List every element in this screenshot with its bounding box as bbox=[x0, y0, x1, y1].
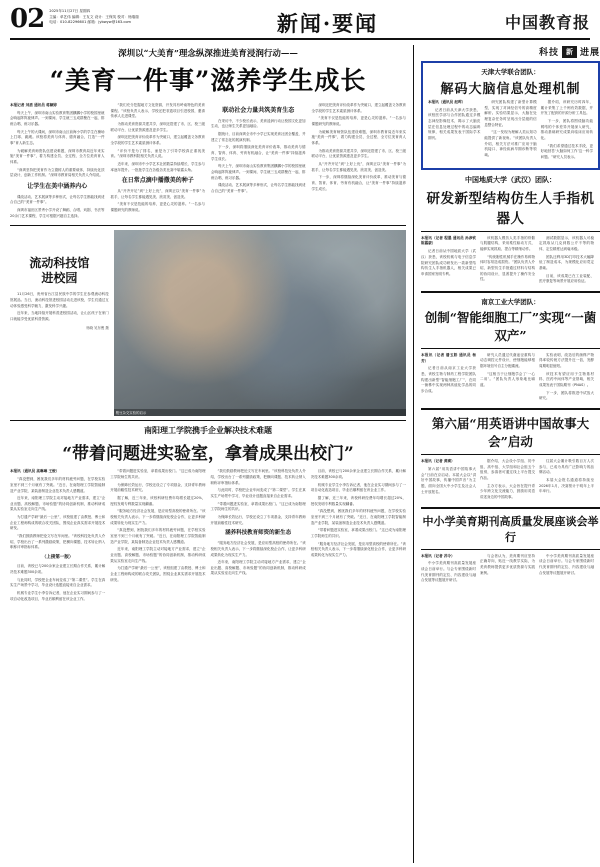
right-story-1-col-1 bbox=[428, 100, 480, 163]
paragraph: 中小学美育期刊高质量发展座谈会日前举行。与会专家围绕新时代美育期刊的定位、内容建设与融合发展等议题展开研讨。 bbox=[421, 561, 476, 583]
paragraph: 课改活动、艺术展演等多种形式，让每名学生都能找到适合自己的“美育一件事”。 bbox=[10, 194, 105, 205]
paragraph: “这一发现为理解人类认知功能提供了新视角。”该团队负责人介绍，相关方法可推广应用于脑机接口、神经疾病早期诊断等领域。 bbox=[484, 130, 537, 157]
paragraph: “我们鼓励教师把论文写在车间里。”该校科技处负责人介绍，学校出台了一系列激励政策，把横向课题、技术转让纳入职称评审指标体系。 bbox=[210, 469, 306, 485]
story-bottom-col-3 bbox=[211, 469, 306, 604]
story-main-subhead-1: 让学生在美中涵养内心 bbox=[27, 183, 88, 191]
story-main-col-3 bbox=[211, 103, 306, 221]
paragraph: 深圳还把美育评价改革作为突破口，建立起覆盖义务教育全学段的学生艺术素质测评体系。 bbox=[110, 135, 205, 145]
masthead-contact: 电话：010-82296601 邮箱：jybwyw@163.com bbox=[49, 20, 132, 25]
paragraph: 据介绍，大会设小学组、初中组、高中组、大学组和社会组五个组别，参赛者可通过线上平台提交作品。 bbox=[480, 459, 535, 481]
paragraph: 为推动美育资源共建共享，深圳还搭建了市、区、校三级联动平台，让优质资源惠及更多学生。 bbox=[311, 148, 406, 159]
paragraph: 往届大会累计吸引数百万人次参与，已成为具有广泛影响力的品牌活动。 bbox=[539, 459, 594, 475]
story-main-subhead-3: 在日常点滴中播撒美的种子 bbox=[121, 177, 194, 185]
feature-title-line2: 进校园 bbox=[41, 271, 78, 286]
feature-text bbox=[10, 230, 114, 416]
paper-name: 中国教育报 bbox=[504, 13, 590, 32]
tech-banner-badge: 新 bbox=[562, 46, 577, 58]
divider bbox=[421, 231, 600, 232]
story-bottom-col-2 bbox=[110, 469, 205, 604]
paragraph: “我们希望通过技术手段，更好地回答‘大脑如何工作’这一科学问题。”研究人员表示。 bbox=[540, 143, 593, 159]
story-bottom bbox=[10, 425, 406, 604]
masthead bbox=[10, 6, 590, 40]
right-story-3-headline: 创制“智能细胞工厂”实现“一菌双产” bbox=[424, 309, 597, 343]
page-number: 02 bbox=[10, 4, 45, 34]
paragraph: “真没想到，困扰我们多年的材料疲劳问题，在学校实验室里不到三个月就有了突破。”近日，在南阳理工学院智能制造产业学院，某装备制造企业技术负责人感慨道。 bbox=[110, 528, 206, 544]
paragraph: 记者日前从南京工业大学获悉，该校生物与制药工程学院团队构建出新型“智能细胞工厂”，在同一菌株中实现两种高值化学品的同步合成。 bbox=[421, 366, 476, 394]
divider bbox=[10, 420, 406, 421]
masthead-left bbox=[10, 6, 225, 32]
divider bbox=[421, 454, 600, 455]
paragraph: “我们鼓励教师把论文写在车间里。”该校科技处负责人介绍，学校出台了一系列激励政策，把横向课题、技术转让纳入职称评审指标体系。 bbox=[10, 534, 106, 550]
right-story-5-headline: 中小学美育期刊高质量发展座谈会举行 bbox=[422, 514, 599, 544]
paragraph: 目前，该校已与200余家企业建立长期合作关系，累计解决技术难题300余项。 bbox=[310, 469, 406, 480]
paragraph: 目前，该校已与200余家企业建立长期合作关系，累计解决技术难题300余项。 bbox=[10, 564, 106, 574]
right-story-1-headline: 解码大脑信息处理机制 bbox=[440, 82, 581, 97]
right-story-5 bbox=[421, 513, 600, 586]
paragraph: 近年来，南阳理工学院主动对接地方产业需求，建立“企业出题、高校解题、市场验题”的协同创新机制，推动科研成果从实验室走向生产线。 bbox=[10, 496, 106, 512]
paragraph: 近年来，当地持续开展科普进校园活动，让山区孩子在家门口就能享受优质科普资源。 bbox=[10, 311, 109, 321]
story-main-byline: 本报记者 刘盾 通讯员 蒋颖婷 bbox=[10, 103, 57, 107]
right-story-3-columns bbox=[421, 353, 600, 404]
paragraph: 据了解，近三年来，该校科研经费年均增长超过20%，授权发明专利数量实现翻番。 bbox=[310, 496, 406, 506]
story-main-col-1 bbox=[10, 103, 105, 221]
right-story-5-col-1 bbox=[421, 554, 476, 586]
right-story-4-columns bbox=[421, 459, 600, 503]
page-content bbox=[10, 45, 600, 863]
paragraph: 每天上午，深圳市南山实验教育集团麒麟小学的校园里就会响起阵阵旋律声。一到课间，学生就三五成群聚在一起，排练合唱、练习乐器。 bbox=[211, 164, 306, 180]
paragraph: 第六届“用英语讲中国故事大会”日前在京启动。本届大会以“讲好中国故事，传播中国声音”为主题，面向全国大中小学生及社会人士开放报名。 bbox=[421, 466, 476, 494]
story-main-subhead-2: 联动社会力量共筑美育生态 bbox=[222, 107, 295, 114]
divider bbox=[421, 408, 600, 410]
right-story-3-col-1 bbox=[421, 353, 476, 404]
story-main-col-4 bbox=[312, 103, 407, 221]
paragraph: 11月26日，贵州省台江县民族中学的学生在参观流动科技馆展品。当日，流动科技馆进校园活动走进该校，学生们通过互动体验感受科学魅力，激发科学兴趣。 bbox=[10, 292, 109, 308]
paragraph: 深圳市福田区景秀小学开设了舞蹈、合唱、戏剧、书法等20余门艺术课程，学生可根据兴趣自主选择。 bbox=[10, 208, 105, 218]
right-story-2-team: 中国地质大学（武汉）团队： bbox=[465, 174, 556, 184]
paragraph: 本届大会报名通道将持续至2026年1月，决赛预计于明年上半年举行。 bbox=[539, 478, 594, 494]
paragraph: 机械专业学生小李告诉记者，他在企业实习期间参与了一项自动化改造项目，毕业后顺利留在该企业工作。 bbox=[10, 590, 106, 601]
story-bottom-columns bbox=[10, 469, 406, 604]
paragraph: 为破解美育师资队伍建设难题，深圳市教育局近年来实施“美育一件事”，着力构建全员、全过程、全方位美育育人体系。 bbox=[10, 148, 105, 165]
tech-section-banner bbox=[421, 45, 600, 58]
paragraph: 与此同时，学校把企业车间变成了“第二课堂”。学生在真实生产场景中学习，毕业设计选题直接来自企业需求。 bbox=[10, 577, 106, 588]
right-story-1 bbox=[421, 61, 600, 170]
right-story-4 bbox=[421, 414, 600, 503]
right-story-3-team: 南京工业大学团队： bbox=[481, 297, 540, 306]
paragraph: 在采访中，不少校长表示，美育浸润行动让校园文化更加生动，也让师生关系更加融洽。 bbox=[211, 118, 306, 129]
feature-title-line1: 流动科技馆 bbox=[29, 256, 90, 271]
paragraph: 与会者认为，美育期刊应坚持正确导向，贴近一线教学实际，为美育教师提供更多优质资源与实践案例。 bbox=[480, 553, 535, 575]
story-bottom-kicker: 南阳理工学院携手企业解决技术难题 bbox=[144, 425, 272, 436]
paragraph: 目前，该成果已在工业装配、医疗康复等场景开展应用验证。 bbox=[539, 273, 594, 284]
story-main-columns bbox=[10, 103, 406, 221]
left-zone bbox=[10, 45, 414, 863]
paragraph: 下一步，团队将围绕脑功能网络的个体差异开展深入研究，推动基础研究成果向临床应用转化。 bbox=[540, 118, 593, 140]
paragraph: 研究人员通过代谢途径重构与动态调控元件设计，使细胞能够根据环境信号自主分配碳流。 bbox=[480, 352, 535, 369]
right-story-5-col-3 bbox=[539, 554, 594, 586]
paragraph: “这相当于让细胞学会了‘一心二用’。”团队负责人形象地比喻道。 bbox=[480, 371, 535, 388]
paragraph: “真没想到，困扰我们多年的材料疲劳问题，在学校实验室里不到三个月就有了突破。”近日，在南阳理工学院智能制造产业学院，某装备制造企业技术负责人感慨道。 bbox=[10, 477, 106, 493]
paragraph: 为保障长效运行，学校还设立了专项基金，支持青年教师开展前瞻性技术研究。 bbox=[210, 514, 306, 525]
story-main-col-2 bbox=[111, 103, 206, 221]
paragraph: “评价不是为了排名，而是为了引导学校真正重视美育。”深圳市教科院相关负责人说。 bbox=[110, 148, 205, 159]
story-main bbox=[10, 47, 406, 221]
paragraph: 主办方表示，大会旨在提升青少年跨文化交流能力，鼓励用英语讲述身边的中国故事。 bbox=[480, 483, 535, 499]
feature-credit: 杨晓 吴东俊 摄 bbox=[86, 326, 109, 331]
story-bottom-col-1 bbox=[10, 469, 105, 604]
right-story-1-col-2 bbox=[484, 100, 536, 163]
paragraph: “带着问题进实验室，拿着成果出校门。”这已成为南阳理工学院师生的共识。 bbox=[210, 501, 306, 512]
right-story-3 bbox=[421, 297, 600, 404]
right-story-5-col-2 bbox=[480, 554, 535, 586]
paragraph: “服务地方经济社会发展，是应用型高校的使命所在。”该校相关负责人表示，下一步将继续深化校企合作，让更多科研成果转化为现实生产力。 bbox=[110, 509, 206, 525]
divider bbox=[421, 549, 600, 550]
right-story-1-byline: 本报讯（通讯员 赵晖） bbox=[428, 100, 466, 104]
paragraph: 该技术有望应用于生物基材料、医药中间体等产业领域，相关成果发表于国际期刊《PNAS》。 bbox=[539, 371, 594, 388]
paragraph: “深圳坚持把美育作为立德树人的重要载体，持续优化顶层设计，创新工作机制。”深圳市教育局相关负责人介绍说。 bbox=[10, 167, 105, 178]
right-story-1-columns bbox=[428, 100, 593, 163]
paragraph: “真没想到，困扰我们多年的材料疲劳问题，在学校实验室里不到三个月就有了突破。”近日，在南阳理工学院智能制造产业学院，某装备制造企业技术负责人感慨道。 bbox=[310, 509, 406, 525]
right-story-5-byline: 本报讯（记者 苏令） bbox=[421, 553, 455, 558]
right-story-4-col-2 bbox=[480, 459, 535, 503]
paragraph: 深圳还把美育评价改革作为突破口，建立起覆盖义务教育全学段的学生艺术素质测评体系。 bbox=[311, 103, 406, 113]
paragraph: 近年来，南阳理工学院主动对接地方产业需求，建立“企业出题、高校解题、市场验题”的协同创新机制，推动科研成果从实验室走向生产线。 bbox=[110, 547, 206, 563]
paragraph: 测试数据显示，该机器人可稳定抓取从几克到数公斤不等的物体，定位精度达到毫米级。 bbox=[539, 235, 594, 251]
paragraph: 为保障长效运行，学校还设立了专项基金，支持青年教师开展前瞻性技术研究。 bbox=[110, 482, 206, 493]
feature-title bbox=[10, 256, 109, 286]
paragraph: “服务地方经济社会发展，是应用型高校的使命所在。”该校相关负责人表示，下一步将继续深化校企合作，让更多科研成果转化为现实生产力。 bbox=[310, 541, 406, 557]
masthead-credits: 主编：单艺伟 编辑：王友文 设计：王保英 校对：杨瑞瑞 bbox=[49, 14, 139, 19]
paragraph: 近年来，深圳市中小学艺术社团数量持续增长，学生参与率逐年提升。一批批学生在各级各类比赛中崭露头角。 bbox=[110, 161, 205, 172]
right-story-3-byline: 本报讯（记者 潘玉娇 通讯员 杨芳） bbox=[421, 352, 476, 363]
paragraph: 研究团队构建了新型计算模型，实现了对神经信号的高精度解析。实验结果显示，大脑在处理复杂任务时呈现出分层级的信息整合特征。 bbox=[484, 100, 537, 127]
paragraph: 为打通产学研“最后一公里”，该校组建了由教授、博士和企业工程师构成的联合攻关团队，围绕企业真实需求开展技术研发。 bbox=[110, 566, 206, 582]
story-bottom-headline: “带着问题进实验室，拿着成果出校门” bbox=[62, 444, 354, 465]
feature-body bbox=[10, 292, 109, 322]
paragraph: 据了解，近三年来，该校科研经费年均增长超过20%，授权发明专利数量实现翻番。 bbox=[110, 496, 206, 506]
paragraph: 记者日前从中国地质大学（武汉）获悉，该校机械与电子信息学院研究团队成功研发出一款新型结构仿生人手指机器人，相关成果已申请国家发明专利。 bbox=[421, 249, 476, 276]
paragraph: 从“开齐开足”到“上好上优”，深圳正以“美育一件事”为抓手，让每名学生都能遇见美、欣赏美、创造美。 bbox=[311, 161, 406, 172]
right-story-2 bbox=[421, 175, 600, 287]
right-story-2-columns bbox=[421, 236, 600, 287]
section-title: 新闻·要闻 bbox=[276, 11, 379, 36]
right-story-1-col-3 bbox=[541, 100, 593, 163]
right-story-3-col-2 bbox=[480, 353, 535, 404]
paragraph: “美育不仅是技能的培养，更是心灵的滋养。”一名参与课题研究的教师说。 bbox=[110, 202, 205, 212]
tech-banner-right: 进展 bbox=[579, 48, 600, 58]
paragraph: “传统刚性机械手在操作易碎物体时容易造成损伤。”团队负责人介绍，新型仿生手指通过材料与结构的协同设计，显著提升了操作安全性。 bbox=[480, 254, 535, 282]
right-story-4-byline: 本报讯（记者 黄璜） bbox=[421, 459, 455, 464]
paragraph: 近年来，南阳理工学院主动对接地方产业需求，建立“企业出题、高校解题、市场验题”的协同创新机制，推动科研成果从实验室走向生产线。 bbox=[210, 560, 306, 576]
right-story-2-col-1 bbox=[421, 236, 476, 287]
paragraph: 记者日前从天津大学获悉，该校医学部与合作团队通过多模态神经影像技术，揭示了大脑皮层在信息处理过程中的动态编码规律，相关成果发表于国际学术期刊。 bbox=[428, 107, 481, 141]
right-story-1-team: 天津大学联合团队： bbox=[481, 68, 540, 76]
story-bottom-note: （上接第一版） bbox=[41, 555, 74, 561]
masthead-meta bbox=[49, 6, 139, 26]
paragraph: 为打通产学研“最后一公里”，该校组建了由教授、博士和企业工程师构成的联合攻关团队，围绕企业真实需求开展技术研发。 bbox=[10, 515, 106, 531]
feature-story bbox=[10, 230, 406, 416]
right-story-4-col-1 bbox=[421, 459, 476, 503]
paragraph: 与此同时，学校把企业车间变成了“第二课堂”。学生在真实生产场景中学习，毕业设计选题直接来自企业需求。 bbox=[210, 488, 306, 498]
paragraph: “美育不仅是技能的培养，更是心灵的滋养。”一名参与课题研究的教师说。 bbox=[311, 116, 406, 126]
right-story-2-byline: 本报讯（记者 程墨 通讯员 孙彦钦 陈露蒙） bbox=[421, 235, 476, 246]
story-bottom-byline: 本报讯（通讯员 高琳琳 王俊） bbox=[10, 469, 60, 474]
right-zone bbox=[414, 45, 600, 863]
divider bbox=[421, 291, 600, 293]
paragraph: 下一步，深圳将继续深化美育评价改革，推动美育与德育、智育、体育、劳育有机融合，让“美育一件事”持续滋养学生成长。 bbox=[311, 175, 406, 191]
paragraph: 据介绍，该研究历时四年，累计采集了上千例有效数据，并开发了配套的开源分析工具包。 bbox=[540, 100, 593, 116]
paragraph: 下一步，深圳将继续深化美育评价改革，推动美育与德育、智育、体育、劳育有机融合，让“美育一件事”持续滋养学生成长。 bbox=[211, 145, 306, 161]
paragraph: 下一步，团队将推进中试放大研究。 bbox=[539, 390, 594, 401]
paragraph: 该机器人模仿人类手指的骨骼与肌腱结构，采用柔性驱动方式，能够实现抓取、捏合等精细动作。 bbox=[480, 235, 535, 251]
right-story-4-headline: 第六届“用英语讲中国故事大会”启动 bbox=[431, 416, 590, 450]
paragraph: “带着问题进实验室，拿着成果出校门。”这已成为南阳理工学院师生的共识。 bbox=[110, 469, 206, 480]
right-story-4-col-3 bbox=[539, 459, 594, 503]
feature-photo bbox=[114, 230, 406, 416]
paragraph: “带着问题进实验室，拿着成果出校门。”这已成为南阳理工学院师生的共识。 bbox=[310, 528, 406, 538]
story-bottom-subhead: 涵养科技教育师资的新生态 bbox=[225, 530, 292, 537]
paragraph: 中小学美育期刊高质量发展座谈会日前举行。与会专家围绕新时代美育期刊的定位、内容建设与融合发展等议题展开研讨。 bbox=[539, 553, 594, 575]
paragraph: 课改活动、艺术展演等多种形式，让每名学生都能找到适合自己的“美育一件事”。 bbox=[211, 183, 306, 193]
divider bbox=[421, 507, 600, 509]
paragraph: 为破解美育师资队伍建设难题，深圳市教育局近年来实施“美育一件事”，着力构建全员、全过程、全方位美育育人体系。 bbox=[311, 129, 406, 145]
right-story-2-col-2 bbox=[480, 236, 535, 287]
story-main-headline: “美育一件事”滋养学生成长 bbox=[49, 66, 367, 95]
paragraph: 每天上午的大课间，深圳市南山区前海小学的学生在操场上打球、跳绳。该校将美育与体育、德育融合，打造“一件事”育人新生态。 bbox=[10, 129, 105, 146]
paragraph: 从“开齐开足”到“上好上优”，深圳正以“美育一件事”为抓手，让每名学生都能遇见美、欣赏美、创造美。 bbox=[110, 188, 205, 199]
feature-photo-caption: 骏豆杂交实验的启示 bbox=[114, 409, 406, 416]
masthead-date: 2025年11月27日 星期四 bbox=[49, 9, 91, 13]
paragraph: 实验表明，改造后的菌株产物得率较传统方法提升近一倍，发酵周期明显缩短。 bbox=[539, 352, 594, 369]
right-story-2-col-3 bbox=[539, 236, 594, 287]
right-story-3-col-3 bbox=[539, 353, 594, 404]
paragraph: 为推动美育资源共建共享，深圳还搭建了市、区、校三级联动平台，让优质资源惠及更多学生。 bbox=[110, 121, 205, 132]
story-bottom-col-4 bbox=[311, 469, 406, 604]
divider bbox=[421, 348, 600, 349]
right-story-2-headline: 研发新型结构仿生人手指机器人 bbox=[426, 190, 595, 227]
paragraph: 每天上午，深圳市南山实验教育集团麒麟小学的校园里就会响起阵阵旋律声。一到课间，学生就三五成群聚在一起，排练合唱、练习乐器。 bbox=[10, 110, 105, 127]
paragraph: “服务地方经济社会发展，是应用型高校的使命所在。”该校相关负责人表示，下一步将继续深化校企合作，让更多科研成果转化为现实生产力。 bbox=[210, 541, 306, 557]
paragraph: “我们充分挖掘地方文化资源，开发具有岭南特色的美育课程。”该校负责人表示，学校还把非遗项目引进校园，邀请传承人走进课堂。 bbox=[110, 103, 205, 119]
paragraph: 团队还利用3D打印技术大幅降低了制造成本，为规模化应用奠定基础。 bbox=[539, 254, 594, 270]
story-main-kicker: 深圳以“大美育”理念纵深推进美育浸润行动—— bbox=[118, 49, 298, 59]
right-story-5-columns bbox=[421, 554, 600, 586]
paragraph: 据统计，目前深圳全市中小学已实现美育社团全覆盖，并建立了常态化的展演机制。 bbox=[211, 132, 306, 142]
tech-banner-left: 科技 bbox=[538, 48, 559, 58]
paragraph: 机械专业学生小李告诉记者，他在企业实习期间参与了一项自动化改造项目，毕业后顺利留在该企业工作。 bbox=[310, 482, 406, 493]
divider bbox=[10, 225, 406, 226]
